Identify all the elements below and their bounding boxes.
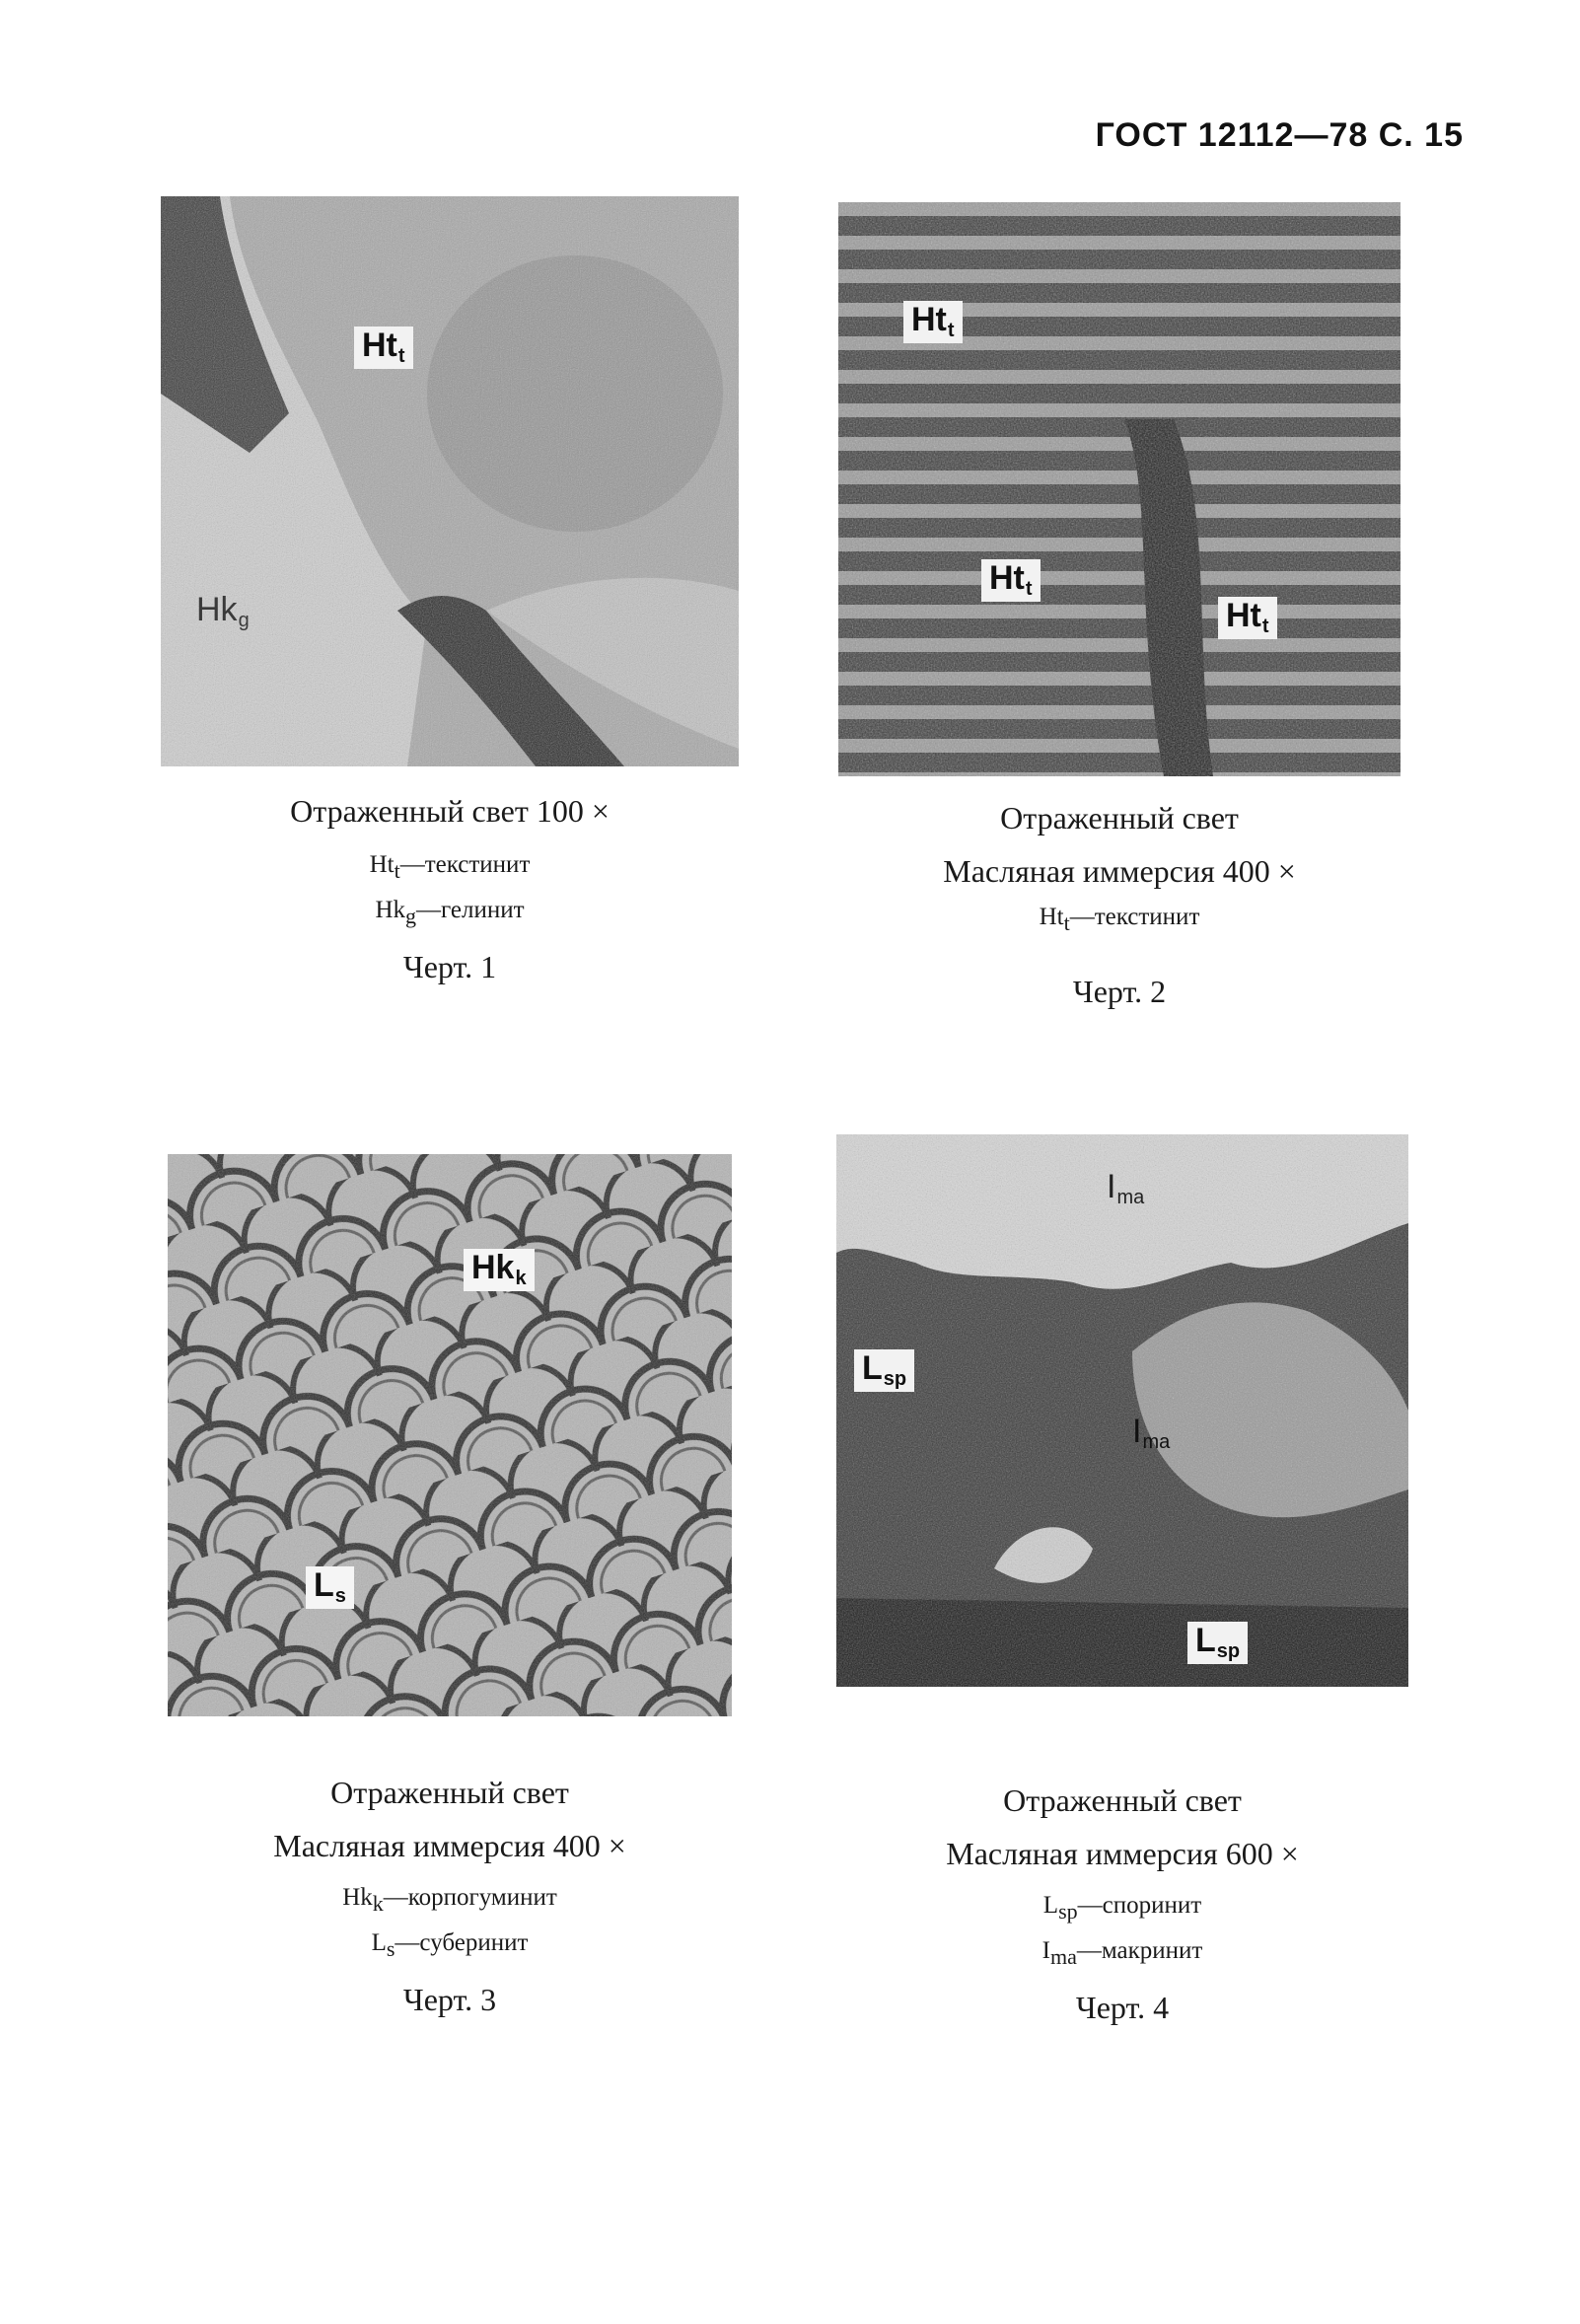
micrograph-4 bbox=[836, 1134, 1408, 1687]
label-ht-t: $Ht_t$ bbox=[981, 559, 1041, 602]
label-i-ma: $I_{ma}$ bbox=[1132, 1413, 1171, 1453]
page-header: ГОСТ 12112—78 С. 15 bbox=[1095, 116, 1464, 154]
legend-item: $L_{sp}—споринит$ bbox=[1042, 1892, 1202, 1924]
label-l-sp: $L_{sp}$ bbox=[854, 1349, 914, 1392]
micrograph-2 bbox=[838, 202, 1400, 776]
micrograph-1 bbox=[161, 196, 739, 766]
label-ht-t: $Ht_t$ bbox=[903, 301, 963, 343]
caption-figure-4 bbox=[836, 1774, 1408, 2034]
legend-item: $L_s—суберинит$ bbox=[371, 1929, 529, 1961]
caption-line: Отраженный свет 100 × bbox=[290, 793, 610, 829]
label-l-sp: $L_{sp}$ bbox=[1187, 1622, 1248, 1664]
figure-label: Черт. 2 bbox=[1072, 974, 1167, 1009]
legend-item: $I_{ma}—макринит$ bbox=[1041, 1937, 1203, 1969]
label-ht-t: $Ht_t$ bbox=[1218, 597, 1277, 639]
caption-line: Масляная иммерсия 600 × bbox=[946, 1836, 1299, 1871]
caption-line: Отраженный свет bbox=[1003, 1782, 1242, 1818]
label-hk-g: $Hk_g$ bbox=[196, 591, 250, 631]
caption-line: Отраженный свет bbox=[1000, 800, 1239, 835]
figure-label: Черт. 1 bbox=[402, 949, 497, 984]
caption-figure-3 bbox=[168, 1766, 732, 2026]
caption-line: Масляная иммерсия 400 × bbox=[943, 853, 1296, 889]
label-l-s: $L_s$ bbox=[306, 1566, 354, 1609]
legend-item: $Hk_g—гелинит$ bbox=[375, 897, 525, 928]
legend-item: $Ht_t—текстинит$ bbox=[1039, 904, 1200, 935]
label-i-ma: $I_{ma}$ bbox=[1107, 1168, 1145, 1208]
caption-line: Масляная иммерсия 400 × bbox=[273, 1828, 626, 1863]
caption-figure-2 bbox=[838, 791, 1400, 1018]
legend-item: $Hk_k—корпогуминит$ bbox=[342, 1884, 557, 1916]
legend-item: $Ht_t—текстинит$ bbox=[369, 851, 531, 883]
label-hk-k: $Hk_k$ bbox=[464, 1249, 535, 1291]
label-ht-t: $Ht_t$ bbox=[354, 327, 413, 369]
caption-figure-1 bbox=[161, 784, 739, 993]
figure-label: Черт. 3 bbox=[402, 1982, 497, 2017]
figure-label: Черт. 4 bbox=[1075, 1990, 1170, 2025]
caption-line: Отраженный свет bbox=[330, 1775, 569, 1810]
micrograph-3 bbox=[168, 1154, 732, 1716]
